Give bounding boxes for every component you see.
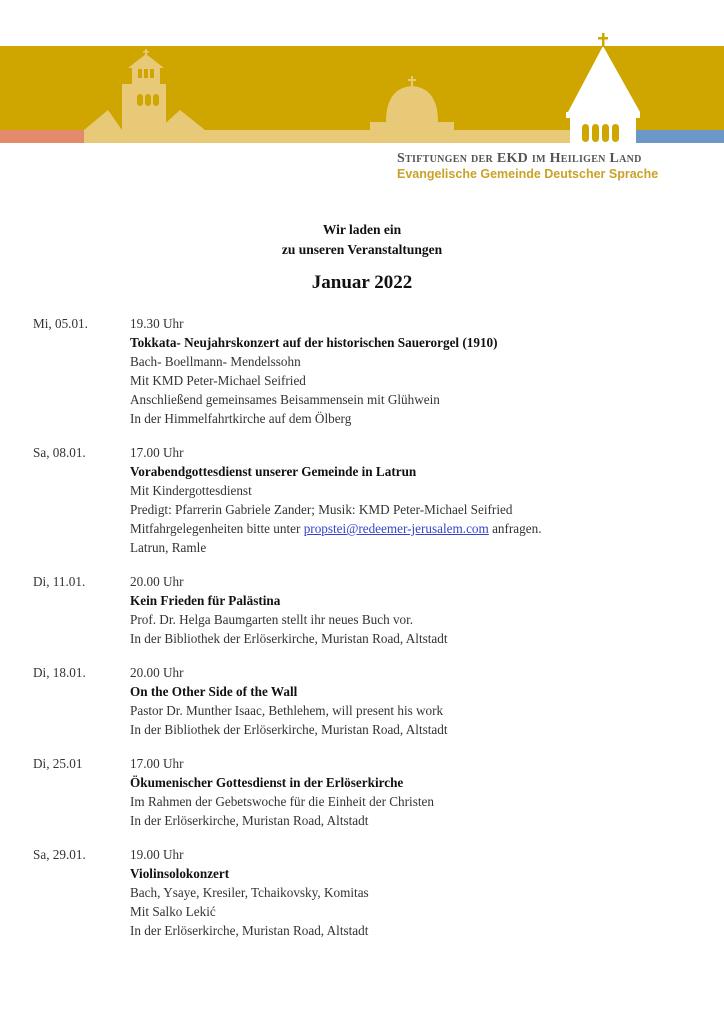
event-time: 19.30 Uhr — [130, 316, 184, 331]
header-banner — [0, 30, 724, 145]
event-list — [33, 314, 693, 955]
event-title: Vorabendgottesdienst unserer Gemeinde in Latrun — [130, 464, 417, 479]
event-detail: Bach, Ysaye, Kresiler, Tchaikovsky, Komitas — [130, 885, 369, 900]
event-detail-with-link — [130, 519, 693, 538]
link-suffix: anfragen. — [488, 521, 542, 536]
event-title: Kein Frieden für Palästina — [130, 593, 281, 608]
event-time: 20.00 Uhr — [130, 574, 184, 589]
event-item — [33, 314, 693, 428]
event-time: 17.00 Uhr — [130, 756, 184, 771]
event-detail: Im Rahmen der Gebetswoche für die Einheit der Christen — [130, 794, 434, 809]
event-time: 20.00 Uhr — [130, 665, 184, 680]
event-location: In der Himmelfahrtkirche auf dem Ölberg — [130, 411, 352, 426]
event-time: 17.00 Uhr — [130, 445, 184, 460]
intro-line-1: Wir laden ein — [322, 222, 402, 237]
link-prefix: Mitfahrgelegenheiten bitte unter — [130, 521, 304, 536]
event-date: Sa, 29.01. — [33, 847, 86, 862]
event-detail: Mit KMD Peter-Michael Seifried — [130, 373, 306, 388]
event-title: On the Other Side of the Wall — [130, 684, 298, 699]
event-date: Sa, 08.01. — [33, 445, 86, 460]
event-detail: Prof. Dr. Helga Baumgarten stellt ihr neues Buch vor. — [130, 612, 414, 627]
event-date: Mi, 05.01. — [33, 316, 88, 331]
email-link[interactable]: propstei@redeemer-jerusalem.com — [303, 521, 489, 536]
event-title: Violinsolokonzert — [130, 866, 230, 881]
event-detail: Mit Salko Lekić — [130, 904, 216, 919]
event-detail: Pastor Dr. Munther Isaac, Bethlehem, will present his work — [130, 703, 444, 718]
event-detail: Predigt: Pfarrerin Gabriele Zander; Musik: KMD Peter-Michael Seifried — [130, 502, 513, 517]
event-time: 19.00 Uhr — [130, 847, 184, 862]
banner-blue-stripe — [636, 130, 724, 143]
banner-salmon-stripe — [0, 130, 84, 143]
event-location: Latrun, Ramle — [130, 540, 207, 555]
event-detail: Anschließend gemeinsames Beisammensein mit Glühwein — [130, 392, 440, 407]
event-title: Ökumenischer Gottesdienst in der Erlöserkirche — [130, 775, 404, 790]
event-location: In der Bibliothek der Erlöserkirche, Muristan Road, Altstadt — [130, 631, 448, 646]
event-item — [33, 754, 693, 830]
organization-header — [397, 150, 697, 182]
event-item — [33, 572, 693, 648]
event-detail: Bach- Boellmann- Mendelssohn — [130, 354, 301, 369]
event-item — [33, 845, 693, 940]
intro-line-2: zu unseren Veranstaltungen — [281, 242, 443, 257]
intro-text — [0, 220, 724, 260]
org-name: Stiftungen der EKD im Heiligen Land — [397, 151, 642, 166]
event-item — [33, 443, 693, 557]
event-location: In der Erlöserkirche, Muristan Road, Altstadt — [130, 923, 369, 938]
event-date: Di, 18.01. — [33, 665, 86, 680]
org-subtitle: Evangelische Gemeinde Deutscher Sprache — [397, 167, 659, 181]
event-date: Di, 25.01 — [33, 756, 83, 771]
event-title: Tokkata- Neujahrskonzert auf der historischen Sauerorgel (1910) — [130, 335, 498, 350]
event-item — [33, 663, 693, 739]
month-heading: Januar 2022 — [311, 272, 413, 293]
event-detail: Mit Kindergottesdienst — [130, 483, 252, 498]
event-date: Di, 11.01. — [33, 574, 86, 589]
event-location: In der Erlöserkirche, Muristan Road, Altstadt — [130, 813, 369, 828]
event-location: In der Bibliothek der Erlöserkirche, Muristan Road, Altstadt — [130, 722, 448, 737]
